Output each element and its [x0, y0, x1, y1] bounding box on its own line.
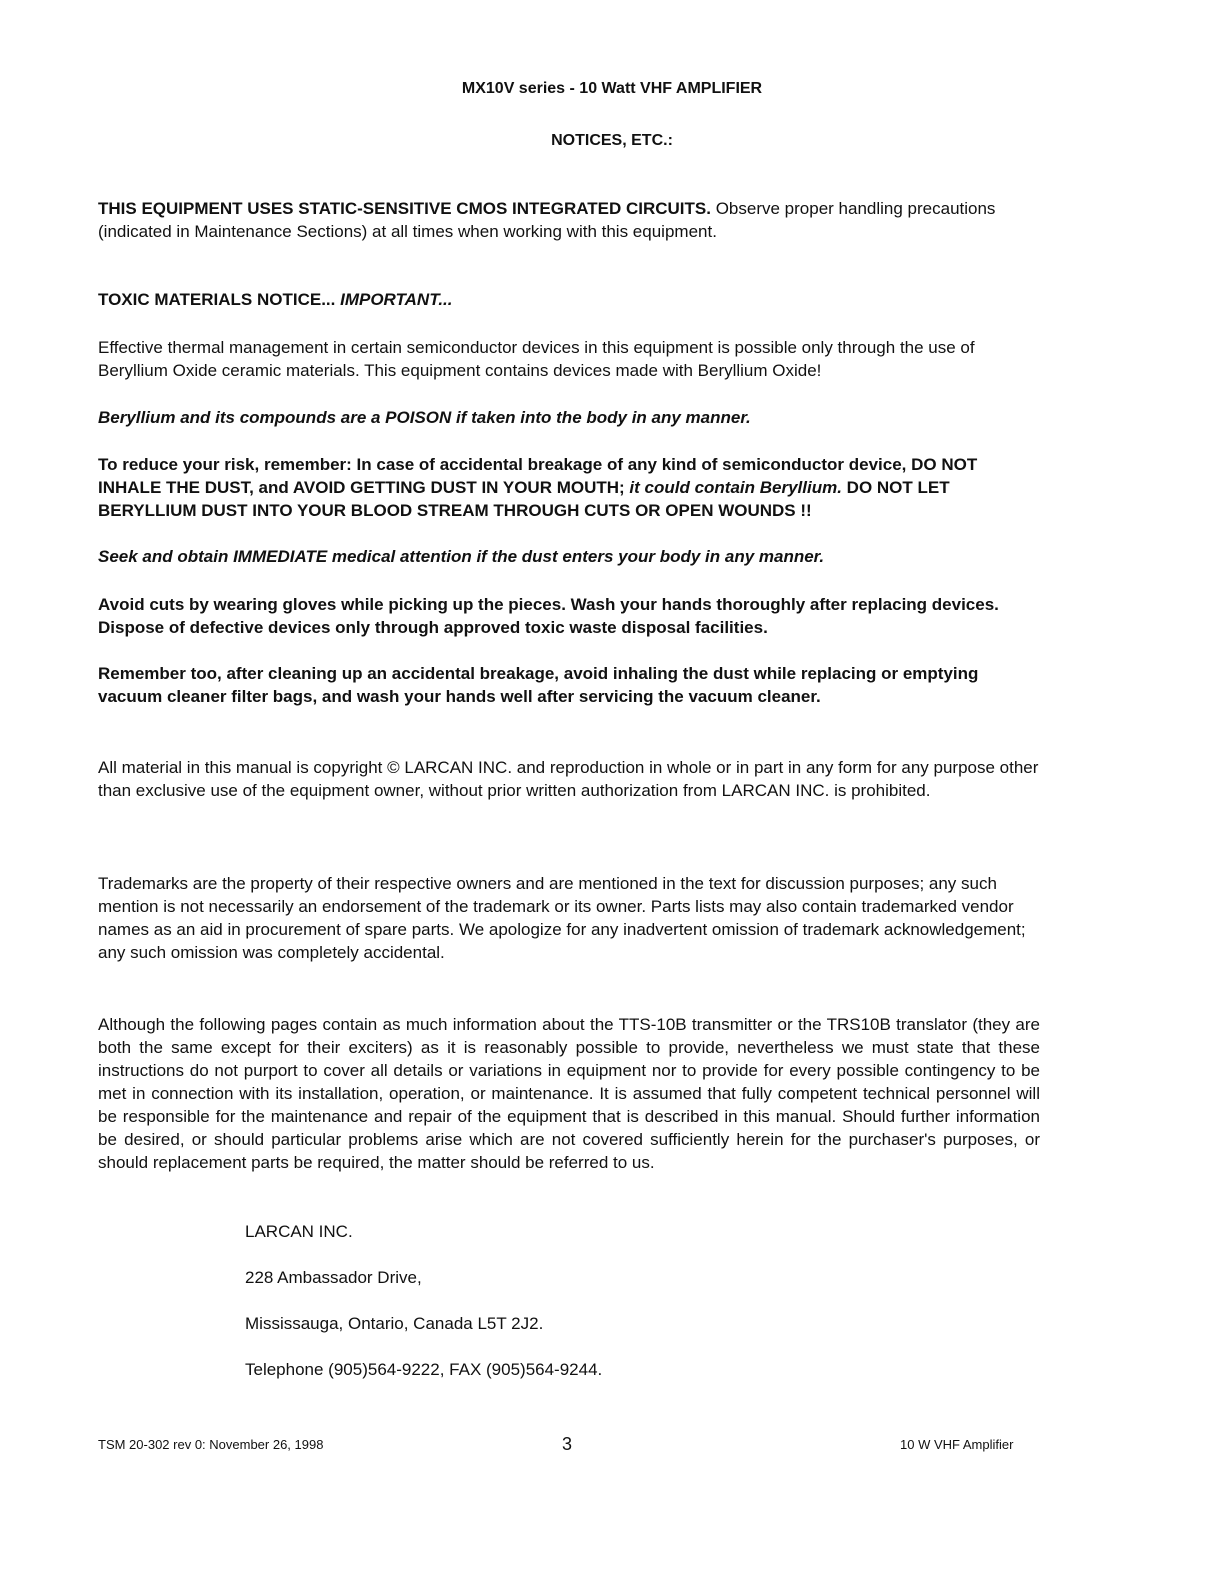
toxic-paragraph-text: Effective thermal management in certain semiconductor devices in this equipment is possible only through the use of Beryllium Oxide ceramic materials. This equipment contains devices made with Beryllium Oxide! [98, 338, 975, 380]
cleanup-reminder-text: Remember too, after cleaning up an accidental breakage, avoid inhaling the dust while replacing or emptying vacuum cleaner filter bags, and wash your hands well after servicing the vacuum cleaner. [98, 664, 979, 706]
copyright-text: All material in this manual is copyright © LARCAN INC. and reproduction in whole or in part in any form for any purpose other than exclusive use of the equipment owner, without prior written authorization from LARCAN INC. is prohibited. [98, 758, 1039, 800]
address-phone: Telephone (905)564-9222, FAX (905)564-9244. [245, 1360, 603, 1379]
risk-text-1: To reduce your risk, remember: In case of accidental breakage of any kind of semiconductor device, DO NOT INHALE THE DUST, and AVOID GETTING DUST IN YOUR MOUTH; [98, 455, 978, 497]
disclaimer-text: Although the following pages contain as much information about the TTS-10B transmitter or the TRS10B translator (they are both the same except for their exciters) as it is reasonably possible to provide, nevertheless we must state that these instructions do not purport to cover all details or variations in equipment nor to provide for every possible contingency to be met in connection with its installation, operation, or maintenance. It is assumed that fully competent technical personnel will be responsible for the maintenance and repair of the equipment that is described in this manual. Should further information be desired, or should particular problems arise which are not covered sufficiently herein for the purchaser's purposes, or should replacement parts be required, the matter should be referred to us. [98, 1015, 1040, 1172]
footer-product: 10 W VHF Amplifier [900, 1437, 1014, 1452]
document-title: MX10V series - 10 Watt VHF AMPLIFIER [461, 80, 763, 97]
trademark-text: Trademarks are the property of their respective owners and are mentioned in the text for discussion purposes; any such mention is not necessarily an endorsement of the trademark or its owner. Parts lists may also contain trademarked vendor names as an aid in procurement of spare parts. We apologize for any inadvertent omission of trademark acknowledgement; any such omission was completely accidental. [98, 874, 1026, 962]
address-street: 228 Ambassador Drive, [245, 1268, 422, 1287]
static-notice-bold: THIS EQUIPMENT USES STATIC-SENSITIVE CMOS INTEGRATED CIRCUITS. [98, 199, 711, 218]
avoid-cuts-text: Avoid cuts by wearing gloves while picking up the pieces. Wash your hands thoroughly after replacing devices. Dispose of defective devices only through approved toxic waste disposal facilities. [98, 595, 999, 637]
medical-attention [98, 545, 1040, 568]
static-notice-text: Observe proper handling precautions (indicated in Maintenance Sections) at all times when working with this equipment. [98, 199, 996, 241]
risk-text-2: DO NOT LET BERYLLIUM DUST INTO YOUR BLOOD STREAM THROUGH CUTS OR OPEN WOUNDS !! [98, 478, 950, 520]
trademark-notice [98, 872, 1040, 964]
avoid-cuts [98, 593, 1040, 639]
copyright-notice [98, 756, 1040, 802]
static-notice [98, 197, 1040, 243]
page-number: 3 [562, 1434, 573, 1454]
address-company: LARCAN INC. [245, 1222, 353, 1241]
poison-warning-text: Beryllium and its compounds are a POISON if taken into the body in any manner. [98, 408, 751, 427]
cleanup-reminder [98, 662, 1040, 708]
toxic-heading [98, 288, 1040, 311]
poison-warning [98, 406, 1040, 429]
section-heading: NOTICES, ETC.: [551, 132, 673, 149]
risk-text-italic: it could contain Beryllium. [629, 478, 842, 497]
toxic-heading-label: TOXIC MATERIALS NOTICE... [98, 290, 341, 309]
toxic-paragraph [98, 336, 1040, 382]
footer-doc-ref: TSM 20-302 rev 0: November 26, 1998 [98, 1437, 324, 1452]
disclaimer [98, 1013, 1040, 1174]
toxic-heading-important: IMPORTANT... [340, 290, 453, 309]
risk-paragraph [98, 453, 1040, 522]
address-city: Mississauga, Ontario, Canada L5T 2J2. [245, 1314, 544, 1333]
medical-attention-text: Seek and obtain IMMEDIATE medical attention if the dust enters your body in any manner. [98, 547, 825, 566]
